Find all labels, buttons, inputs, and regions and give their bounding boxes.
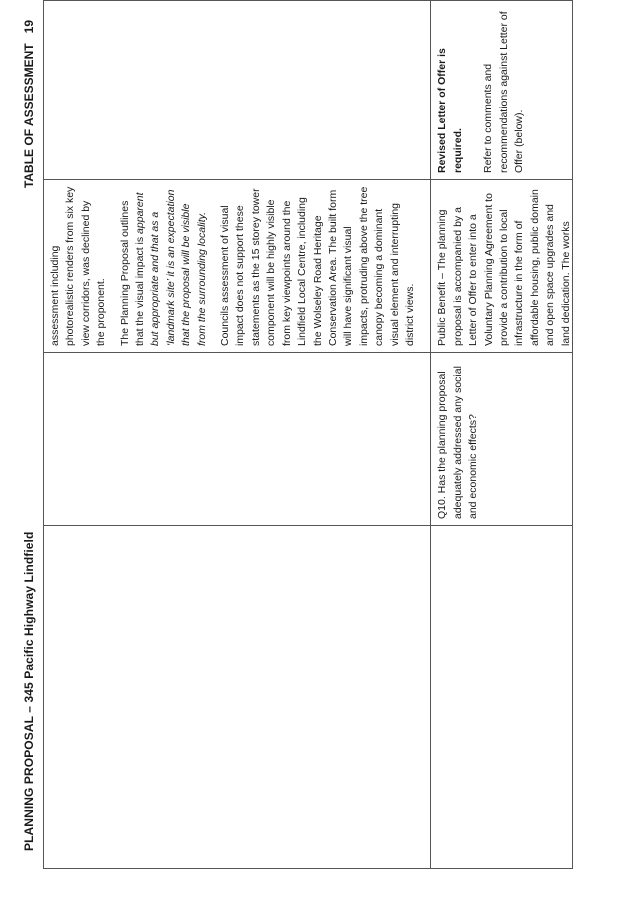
- assessment-cell: [431, 180, 573, 353]
- assessment-text: Public Benefit – The planning proposal is accompanied by a Letter of Offer to enter into a Voluntary Planning Agreement to provide a contribution to local infrastructure in the form of affordable housing, public domain and open space upgrades and land dedication. The works: [436, 189, 572, 346]
- assessment-cell: [44, 180, 431, 353]
- page-number: 19: [22, 20, 36, 34]
- recommendation-cell: [431, 1, 573, 180]
- table-cell: [44, 526, 431, 869]
- assessment-table: [43, 0, 573, 869]
- document-title: PLANNING PROPOSAL – 345 Pacific Highway Lindfield: [22, 531, 36, 851]
- assessment-italic-text: apparent but appropriate and that as a ‘landmark site’ it is an expectation that the proposal will be visible from the surrounding locality.: [134, 189, 208, 346]
- table-cell: [44, 1, 431, 180]
- assessment-paragraph: Councils assessment of visual impact does not support these statements as the 15 storey tower component will be highly visible from key viewpoints around the Lindfield Local Centre, including the Wolseley Road Heritage Conservation Area. The built form will have significant visual impacts, protruding above the tree canopy becoming a dominant visual element and interrupting district views.: [219, 186, 416, 346]
- assessment-paragraph: assessment including photorealistic renders from six key view corridors, was declined by the proponent.: [49, 186, 108, 346]
- section-title: TABLE OF ASSESSMENT: [22, 43, 36, 189]
- table-row: [44, 1, 431, 869]
- recommendation-text: Refer to comments and recommendations against Letter of Offer (below).: [482, 11, 525, 173]
- assessment-text: The Planning Proposal outlines that the visual impact is: [118, 200, 147, 346]
- assessment-paragraph: [118, 186, 210, 346]
- table-cell: [44, 353, 431, 526]
- table-row: [431, 1, 573, 869]
- question-cell: Q10. Has the planning proposal adequately addressed any social and economic effects?: [431, 353, 573, 526]
- table-cell: [431, 526, 573, 869]
- recommendation-bold: Revised Letter of Offer is required.: [436, 48, 464, 173]
- section-header: [22, 20, 36, 188]
